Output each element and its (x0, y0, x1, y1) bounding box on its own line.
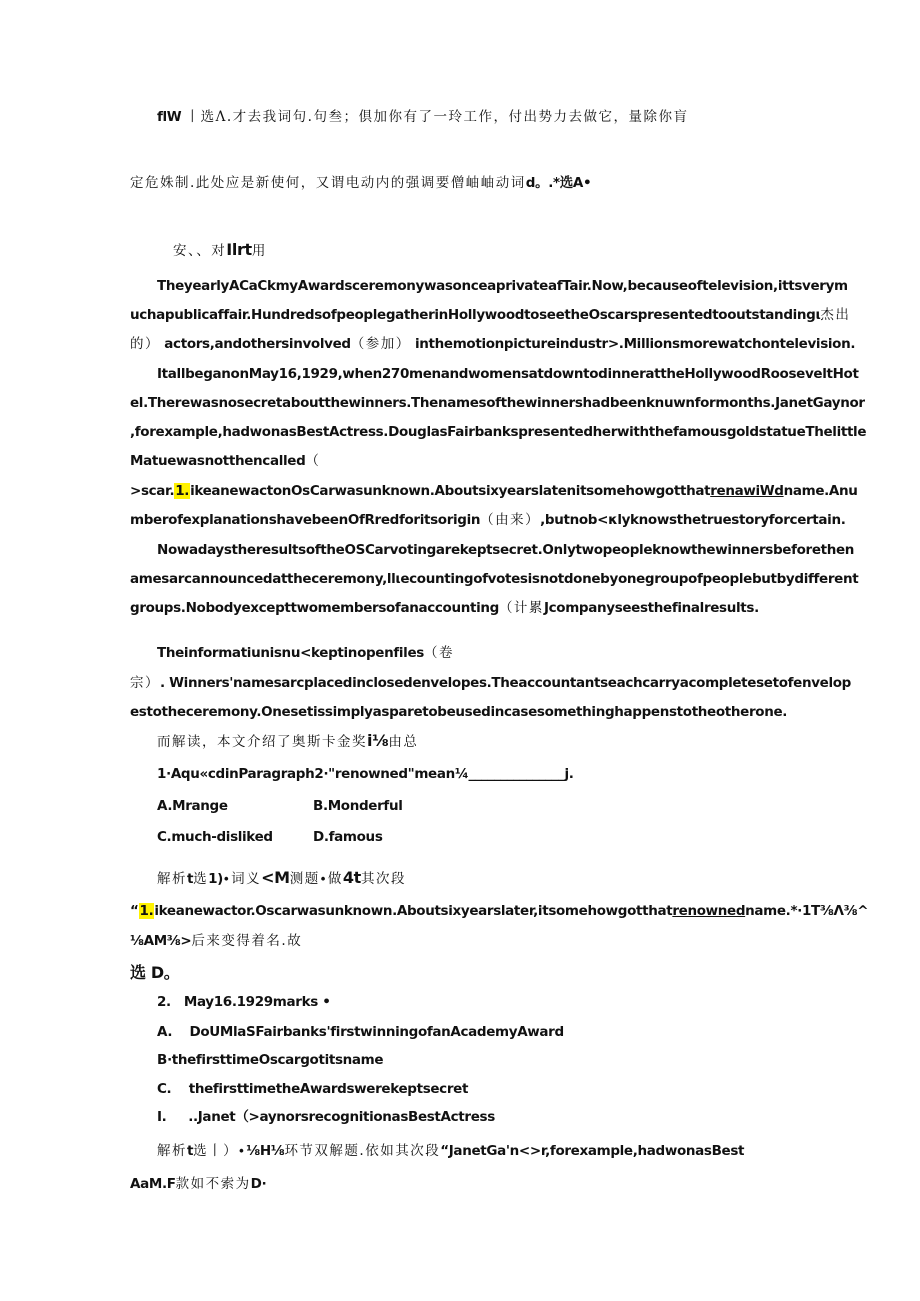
answer-line-2: 定危姝制.此处应是新使何，又谓电动内的强调要僧岫岫动词d。.*选A• (130, 175, 592, 191)
passage-line: 的） actors,andothersinvolved（参加） inthemotionpictureindustr>.Millionsmorewatchontelevision. (130, 336, 856, 352)
question-2-option-c: C. thefirsttimetheAwardswerekeptsecret (157, 1081, 469, 1097)
passage-line: >scar.1.ikeanewactonOsCarwasunknown.AboutsixyearslatenitsomehowgotthatrenawiWdname.Anu (130, 483, 858, 499)
highlight-mark: 1. (139, 903, 154, 919)
passage-line: Theinformatiunisnu<keptinopenfiles（卷 (157, 645, 454, 661)
passage-line: uchapublicaffair.HundredsofpeoplegatherinHollywoodtoseetheOscarspresentedtooutstandingι杰出 (130, 307, 851, 323)
analysis-line: 解析t选1)∙词义<M测题∙做4t其次段 (157, 868, 406, 887)
answer-choice: 选 D。 (130, 963, 180, 982)
option-c: C.much-disliked (157, 829, 273, 845)
analysis-line: “1.ikeanewactor.Oscarwasunknown.Aboutsixyearslater,itsomehowgotthatrenownedname.*∙1T⅜Λ⅜^ (130, 903, 869, 919)
question-1-options-ab (157, 796, 457, 816)
question-2-option-d: I. ..Janet（>aynorsrecognitionasBestActress (157, 1109, 495, 1125)
passage-line: TheyearlyACaCkmyAwardsceremonywasonceaprivateafTair.Now,becauseoftelevision,ittsverym (157, 278, 848, 294)
underlined-word: renowned (672, 903, 746, 919)
option-a: A.Mrange (157, 798, 228, 814)
question-2-option-a: A. DoUMlaSFairbanks'firstwinningofanAcademyAward (157, 1024, 564, 1040)
passage-line: estotheceremony.Onesetissimplyasparetobeusedincasesomethinghappenstotheotherone. (130, 704, 788, 720)
passage-line: 宗）. Winners'namesarcplacedinclosedenvelopes.Theaccountantseachcarryacompletesetofenvelop (130, 675, 851, 691)
analysis-line: 解析t选丨）∙⅛H⅛环节双解题.依如其次段“JanetGa'n<>r,forexample,hadwonasBest (157, 1143, 745, 1159)
section-heading: 安、、对Ilrt用 (173, 240, 267, 259)
analysis-line: ⅛AM⅜>后来变得着名.故 (130, 933, 303, 949)
highlight-mark: 1. (175, 483, 190, 499)
question-2-option-b: B∙thefirsttimeOscargotitsname (157, 1052, 384, 1068)
analysis-line: AaM.F款如不索为D∙ (130, 1176, 267, 1192)
passage-line: ,forexample,hadwonasBestActress.DouglasFairbankspresentedherwiththefamousgoldstatueThelittle (130, 424, 867, 440)
answer-line-1: flW 丨选Λ.才去我词句.句叁；倶加你有了一玲工作，付出势力去做它，量除你肓 (157, 109, 689, 125)
underlined-word: renawiWd (710, 483, 784, 499)
interpretation-line: 而解读，本文介绍了奥斯卡金奖i⅛由总 (157, 731, 419, 750)
question-1: 1∙Aqu«cdinParagraph2∙"renowned"mean¼_______________j. (157, 766, 574, 782)
question-1-options-cd (157, 827, 457, 847)
passage-line: mberofexplanationshavebeenOfRredforitsorigin（由来）,butnob<κlyknowsthetruestoryforcertain. (130, 512, 846, 528)
passage-line: ItallbeganonMay16,1929,when270menandwomensatdowntodinnerattheHollywoodRooseveltHot (157, 366, 859, 382)
question-2: 2. May16.1929marks • (157, 994, 331, 1010)
passage-line: el.Therewasnosecretaboutthewinners.Thenamesofthewinnershadbeenknuwnformonths.JanetGaynor (130, 395, 865, 411)
passage-line: NowadaystheresultsoftheOSCarvotingarekeptsecret.Onlytwopeopleknowthewinnersbeforethen (157, 542, 855, 558)
passage-line: amesarcannouncedattheceremony,llιecountingofvotesisnotdonebyonegroupofpeoplebutbydifferent (130, 571, 859, 587)
passage-line: Matuewasnotthencalled（ (130, 453, 321, 469)
passage-line: groups.Nobodyexcepttwomembersofanaccounting（计累Jcompanyseesthefinalresults. (130, 600, 759, 616)
option-b: B.Monderful (313, 798, 403, 814)
option-d: D.famous (313, 829, 383, 845)
